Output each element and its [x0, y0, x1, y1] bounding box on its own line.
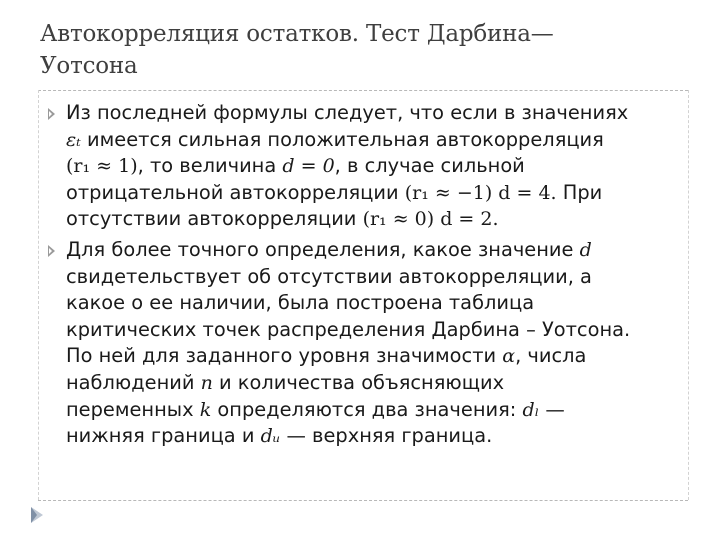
math-expression: α	[502, 345, 516, 368]
bullet-item	[40, 100, 680, 233]
title-divider	[38, 90, 688, 91]
bullet-line	[66, 127, 680, 154]
bullet-text: Из последней формулы следует, что если в значениях	[66, 101, 629, 124]
bullet-item	[40, 237, 680, 450]
bullet-text: отрицательной автокорреляции	[66, 180, 405, 204]
bullet-line	[66, 237, 680, 264]
math-expression: (r₁ ≈ −1) d = 4.	[404, 181, 557, 204]
bullet-line	[66, 317, 680, 344]
bullet-text: При	[556, 180, 603, 204]
bullet-text: , в случае сильной	[334, 154, 525, 178]
slide-nav-arrow-icon	[30, 506, 44, 524]
math-expression: (r₁ ≈ 1)	[66, 155, 138, 178]
bullet-text: , то величина	[137, 154, 283, 178]
bullet-text: — верхняя граница.	[280, 424, 493, 448]
left-border	[38, 90, 39, 500]
bullet-line	[66, 100, 680, 127]
bullet-text: Для более точного определения, какое значение	[66, 237, 580, 261]
math-expression: εₜ	[66, 128, 81, 151]
bullet-line	[66, 343, 680, 370]
bullet-line	[66, 370, 680, 397]
math-expression: dₗ	[522, 398, 540, 421]
bullet-text: переменных	[66, 397, 200, 421]
bullet-text: определяются два значения:	[211, 397, 523, 421]
bullet-line	[66, 290, 680, 317]
bullet-list	[40, 100, 680, 454]
bullet-text: —	[539, 397, 565, 421]
bullet-text: какое о ее наличии, была построена таблица	[66, 291, 535, 315]
bullet-text: и количества объясняющих	[212, 370, 505, 394]
bottom-divider	[38, 500, 688, 501]
bullet-text: свидетельствует об отсутствии автокорреляции, а	[66, 264, 592, 288]
triangle-arrow-icon	[48, 245, 55, 257]
right-border	[688, 90, 689, 500]
bullet-text: имеется сильная положительная автокорреляция	[80, 127, 604, 151]
math-expression: d	[579, 238, 592, 261]
bullet-text: критических точек распределения Дарбина – Уотсона.	[66, 317, 631, 341]
slide-title	[40, 18, 660, 82]
bullet-line	[66, 180, 680, 207]
bullet-line	[66, 264, 680, 291]
bullet-text: нижняя граница и	[66, 424, 261, 448]
math-expression: d = 0	[282, 155, 335, 178]
slide-title-line-1: Автокорреляция остатков. Тест Дарбина—	[40, 21, 554, 47]
bullet-text: наблюдений	[66, 370, 201, 394]
math-expression: dᵤ	[260, 425, 281, 448]
math-expression: (r₁ ≈ 0) d = 2.	[362, 208, 499, 231]
slide-title-line-2: Уотсона	[40, 53, 138, 79]
math-expression: k	[199, 398, 212, 421]
triangle-arrow-icon	[48, 108, 55, 120]
bullet-line	[66, 423, 680, 450]
bullet-line	[66, 397, 680, 424]
bullet-text: отсутствии автокорреляции	[66, 207, 363, 231]
bullet-line	[66, 206, 680, 233]
bullet-text: По ней для заданного уровня значимости	[66, 344, 503, 368]
bullet-line	[66, 153, 680, 180]
bullet-text: , числа	[515, 344, 587, 368]
math-expression: n	[200, 371, 213, 394]
